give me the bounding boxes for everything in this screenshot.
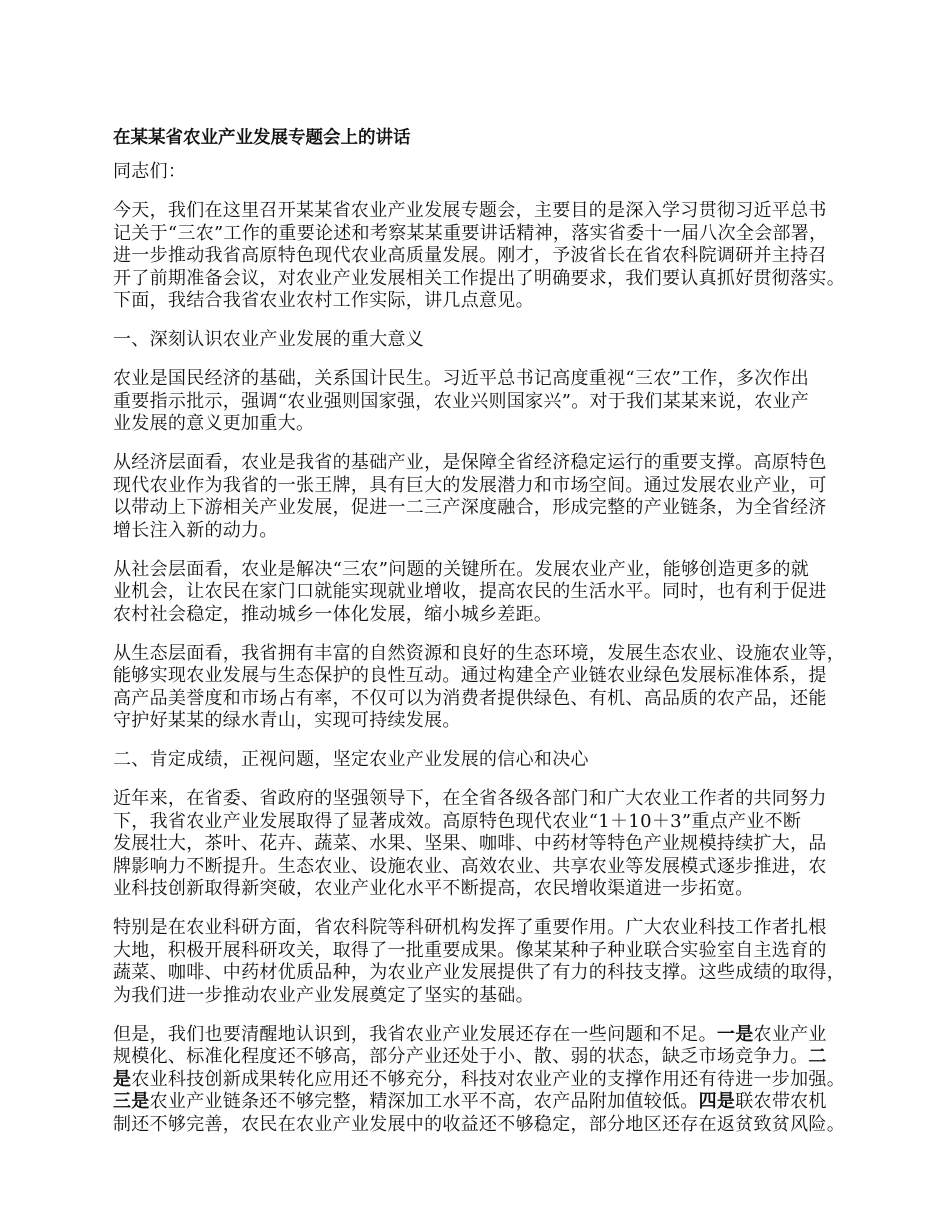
paragraph bbox=[113, 643, 843, 733]
bold-text: 是 bbox=[113, 1068, 132, 1090]
text-line: 业科技创新取得新突破，农业产业化水平不断提高，农民增收渠道进一步拓宽。 bbox=[113, 878, 754, 899]
text-line: 从社会层面看，农业是解决“三农”问题的关键所在。发展农业产业，能够创造更多的就 bbox=[113, 558, 810, 580]
text-line: 农业是国民经济的基础，关系国计民生。习近平总书记高度重视“三农”工作，多次作出 bbox=[113, 368, 810, 389]
text-line: 守护好某某的绿水青山，实现可持续发展。 bbox=[113, 710, 461, 731]
text-line: 能够实现农业发展与生态保护的良性互动。通过构建全产业链农业绿色发展标准体系，提 bbox=[113, 665, 827, 686]
text-line: 大地，积极开展科研攻关，取得了一批重要成果。像某某种子种业联合实验室自主选育的 bbox=[113, 939, 827, 961]
text-segment: 规模化、标准化程度还不够高，部分产业还处于小、散、弱的状态，缺乏市场竞争力。 bbox=[113, 1046, 809, 1067]
text-line bbox=[113, 1024, 843, 1047]
text-line: 现代农业作为我省的一张王牌，具有巨大的发展潜力和市场空间。通过发展农业产业，可 bbox=[113, 474, 827, 496]
text-segment: 联农带农机 bbox=[735, 1091, 827, 1112]
paragraph bbox=[113, 917, 843, 1007]
salutation bbox=[113, 161, 843, 184]
paragraph bbox=[113, 452, 843, 542]
text-line bbox=[113, 1114, 843, 1137]
text-line: 为我们进一步推动农业产业发展奠定了坚实的基础。 bbox=[113, 984, 534, 1006]
section-heading bbox=[113, 329, 843, 352]
paragraph bbox=[113, 559, 843, 627]
bold-text: 四是 bbox=[698, 1091, 736, 1112]
paragraph bbox=[113, 788, 843, 901]
text-line: 一、深刻认识农业产业发展的重大意义 bbox=[113, 329, 425, 350]
text-segment: 但是，我们也要清醒地认识到，我省农业产业发展还存在一些问题和不足。 bbox=[113, 1023, 717, 1045]
text-line: 特别是在农业科研方面，省农科院等科研机构发挥了重要作用。广大农业科技工作者扎根 bbox=[113, 917, 827, 938]
text-segment: 制还不够完善，农民在农业产业发展中的收益还不够稳定，部分地区还存在返贫致贫风险。 bbox=[113, 1113, 845, 1135]
text-line: 同志们： bbox=[113, 161, 187, 182]
text-line: 增长注入新的动力。 bbox=[113, 519, 278, 541]
text-line bbox=[113, 1068, 846, 1092]
document-title: 在某某省农业产业发展专题会上的讲话 bbox=[113, 128, 411, 148]
text-line: 开了前期准备会议，对农业产业发展相关工作提出了明确要求，我们要认真抓好贯彻落实。 bbox=[113, 267, 845, 289]
text-line: 近年来，在省委、省政府的坚强领导下，在全省各级各部门和广大农业工作者的共同努力 bbox=[113, 788, 827, 809]
paragraph bbox=[113, 368, 843, 436]
document-body bbox=[113, 161, 846, 1136]
text-line: 业机会，让农民在家门口就能实现就业增收，提高农民的生活水平。同时，也有利于促进 bbox=[113, 581, 827, 602]
paragraph bbox=[113, 1023, 846, 1137]
paragraph bbox=[113, 200, 843, 313]
text-line: 二、肯定成绩，正视问题，坚定农业产业发展的信心和决心 bbox=[113, 749, 589, 770]
bold-text: 一是 bbox=[716, 1023, 754, 1045]
text-line: 发展壮大，茶叶、花卉、蔬菜、水果、坚果、咖啡、中药材等特色产业规模持续扩大，品 bbox=[113, 833, 827, 854]
text-line: 进一步推动我省高原特色现代农业高质量发展。刚才，予波省长在省农科院调研并主持召 bbox=[113, 245, 827, 266]
text-line: 农村社会稳定，推动城乡一体化发展，缩小城乡差距。 bbox=[113, 603, 553, 625]
text-line: 下，我省农业产业发展取得了显著成效。高原特色现代农业“1＋10＋3”重点产业不断 bbox=[113, 810, 802, 832]
text-line: 业发展的意义更加重大。 bbox=[113, 413, 315, 434]
text-line: 记关于“三农”工作的重要论述和考察某某重要讲话精神，落实省委十一届八次全会部署， bbox=[113, 222, 828, 244]
text-line bbox=[113, 1046, 843, 1069]
text-line: 牌影响力不断提升。生态农业、设施农业、高效农业、共享农业等发展模式逐步推进，农 bbox=[113, 855, 827, 877]
text-segment: 农业产业 bbox=[753, 1023, 827, 1045]
text-line: 重要指示批示，强调“农业强则国家强，农业兴则国家兴”。对于我们某某来说，农业产 bbox=[113, 390, 810, 412]
bold-text: 三是 bbox=[113, 1091, 150, 1112]
section-heading bbox=[113, 749, 843, 772]
text-line: 从生态层面看，我省拥有丰富的自然资源和良好的生态环境，发展生态农业、设施农业等， bbox=[113, 642, 845, 664]
text-line: 蔬菜、咖啡、中药材优质品种，为农业产业发展提供了有力的科技支撑。这些成绩的取得， bbox=[113, 962, 845, 983]
text-line: 下面，我结合我省农业农村工作实际，讲几点意见。 bbox=[113, 290, 534, 311]
text-line: 高产品美誉度和市场占有率，不仅可以为消费者提供绿色、有机、高品质的农产品，还能 bbox=[113, 687, 827, 709]
text-segment: 农业产业链条还不够完整，精深加工水平不高，农产品附加值较低。 bbox=[149, 1091, 699, 1112]
text-line bbox=[113, 1091, 843, 1114]
text-line: 以带动上下游相关产业发展，促进一二三产深度融合，形成完整的产业链条，为全省经济 bbox=[113, 497, 827, 518]
bold-text: 二 bbox=[808, 1046, 827, 1067]
text-line: 今天，我们在这里召开某某省农业产业发展专题会，主要目的是深入学习贯彻习近平总书 bbox=[113, 200, 827, 221]
text-segment: 农业科技创新成果转化应用还不够充分，科技对农业产业的支撑作用还有待进一步加强。 bbox=[131, 1068, 846, 1090]
text-line: 从经济层面看，农业是我省的基础产业，是保障全省经济稳定运行的重要支撑。高原特色 bbox=[113, 452, 827, 473]
document-page bbox=[113, 127, 846, 1153]
